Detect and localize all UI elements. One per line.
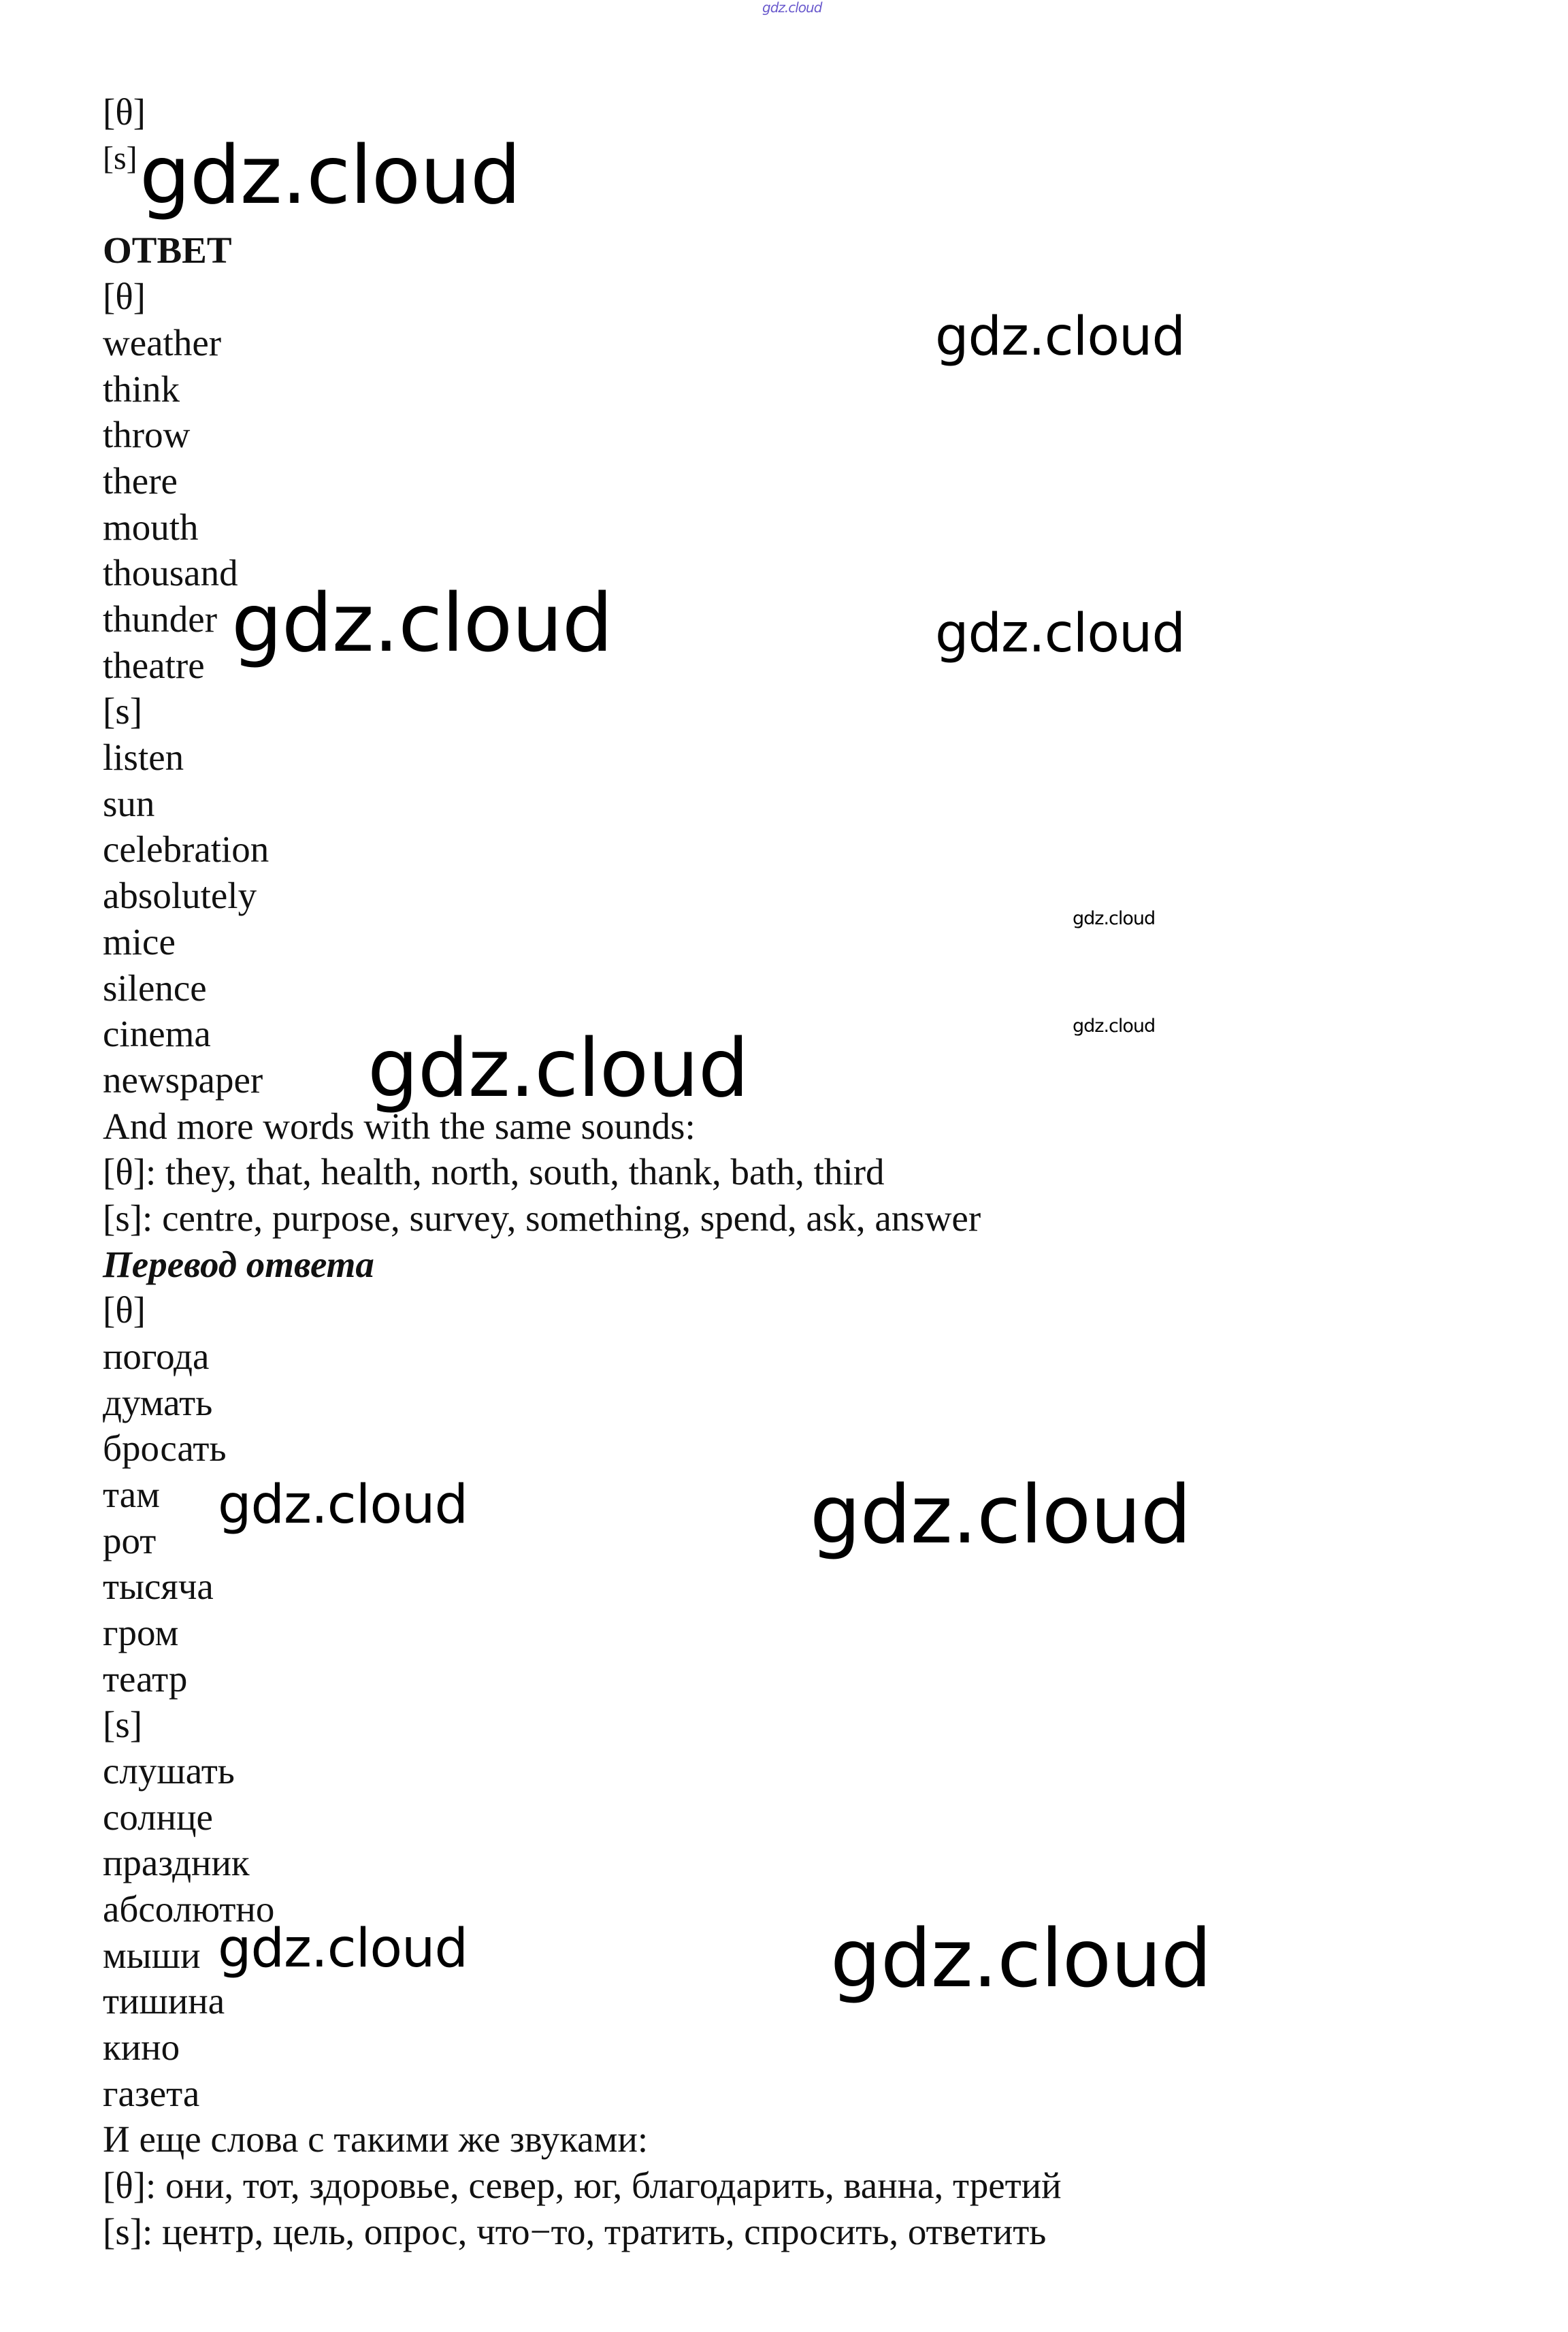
- watermark: gdz.cloud: [935, 603, 1185, 664]
- word-item: throw: [103, 414, 191, 455]
- word-item-ru: погода: [103, 1335, 210, 1377]
- more-words-theta: [θ]: they, that, health, north, south, thank, bath, third: [103, 1151, 885, 1193]
- translation-heading: Перевод ответа: [103, 1244, 374, 1285]
- word-item-ru: бросать: [103, 1427, 227, 1469]
- word-item-ru: газета: [103, 2073, 200, 2114]
- word-item: absolutely: [103, 875, 257, 916]
- watermark: gdz.cloud: [935, 306, 1185, 368]
- watermark-top: gdz.cloud: [762, 0, 822, 16]
- watermark: gdz.cloud: [1073, 1016, 1156, 1037]
- word-item: there: [103, 460, 178, 502]
- section-s-label-ru: [s]: [103, 1704, 143, 1745]
- section-theta-label: [θ]: [103, 276, 146, 317]
- word-item-ru: слушать: [103, 1750, 235, 1792]
- watermark: gdz.cloud: [231, 576, 612, 670]
- word-item: celebration: [103, 828, 270, 870]
- word-item-ru: кино: [103, 2026, 180, 2068]
- more-words-intro-ru: И еще слова с такими же звуками:: [103, 2118, 649, 2160]
- more-words-theta-ru: [θ]: они, тот, здоровье, север, юг, благодарить, ванна, третий: [103, 2165, 1062, 2206]
- word-item: silence: [103, 967, 207, 1009]
- word-item: think: [103, 368, 180, 410]
- section-s-label: [s]: [103, 690, 143, 732]
- word-item: mouth: [103, 506, 199, 548]
- watermark: gdz.cloud: [830, 1911, 1211, 2005]
- watermark: gdz.cloud: [810, 1468, 1191, 1561]
- word-item-ru: там: [103, 1474, 160, 1515]
- word-item-ru: праздник: [103, 1842, 250, 1883]
- word-item-ru: мыши: [103, 1934, 201, 1976]
- word-item-ru: солнце: [103, 1796, 213, 1838]
- word-item-ru: тишина: [103, 1980, 225, 2022]
- watermark: gdz.cloud: [218, 1474, 468, 1536]
- section-theta-label-ru: [θ]: [103, 1289, 146, 1331]
- word-item: theatre: [103, 645, 205, 686]
- heading-s-sound: [s]: [103, 140, 137, 176]
- word-item-ru: театр: [103, 1658, 188, 1700]
- heading-theta-sound: [θ]: [103, 91, 146, 133]
- word-item: listen: [103, 736, 184, 778]
- watermark: gdz.cloud: [1073, 908, 1156, 929]
- more-words-intro: And more words with the same sounds:: [103, 1105, 696, 1147]
- word-item: mice: [103, 921, 176, 962]
- word-item: thunder: [103, 598, 218, 640]
- word-item: cinema: [103, 1013, 211, 1054]
- word-item: weather: [103, 322, 222, 363]
- watermark: gdz.cloud: [368, 1021, 749, 1115]
- more-words-s: [s]: centre, purpose, survey, something, spend, ask, answer: [103, 1197, 981, 1239]
- word-item-ru: абсолютно: [103, 1888, 275, 1930]
- word-item: sun: [103, 783, 155, 824]
- word-item-ru: думать: [103, 1382, 213, 1423]
- more-words-s-ru: [s]: центр, цель, опрос, что−то, тратить, спросить, ответить: [103, 2211, 1047, 2252]
- watermark: gdz.cloud: [218, 1918, 468, 1979]
- word-item-ru: тысяча: [103, 1566, 214, 1607]
- watermark: gdz.cloud: [140, 128, 521, 222]
- word-item-ru: гром: [103, 1612, 179, 1653]
- answer-heading: ОТВЕТ: [103, 229, 232, 271]
- word-item-ru: рот: [103, 1520, 157, 1561]
- word-item: thousand: [103, 552, 238, 594]
- word-item: newspaper: [103, 1059, 263, 1101]
